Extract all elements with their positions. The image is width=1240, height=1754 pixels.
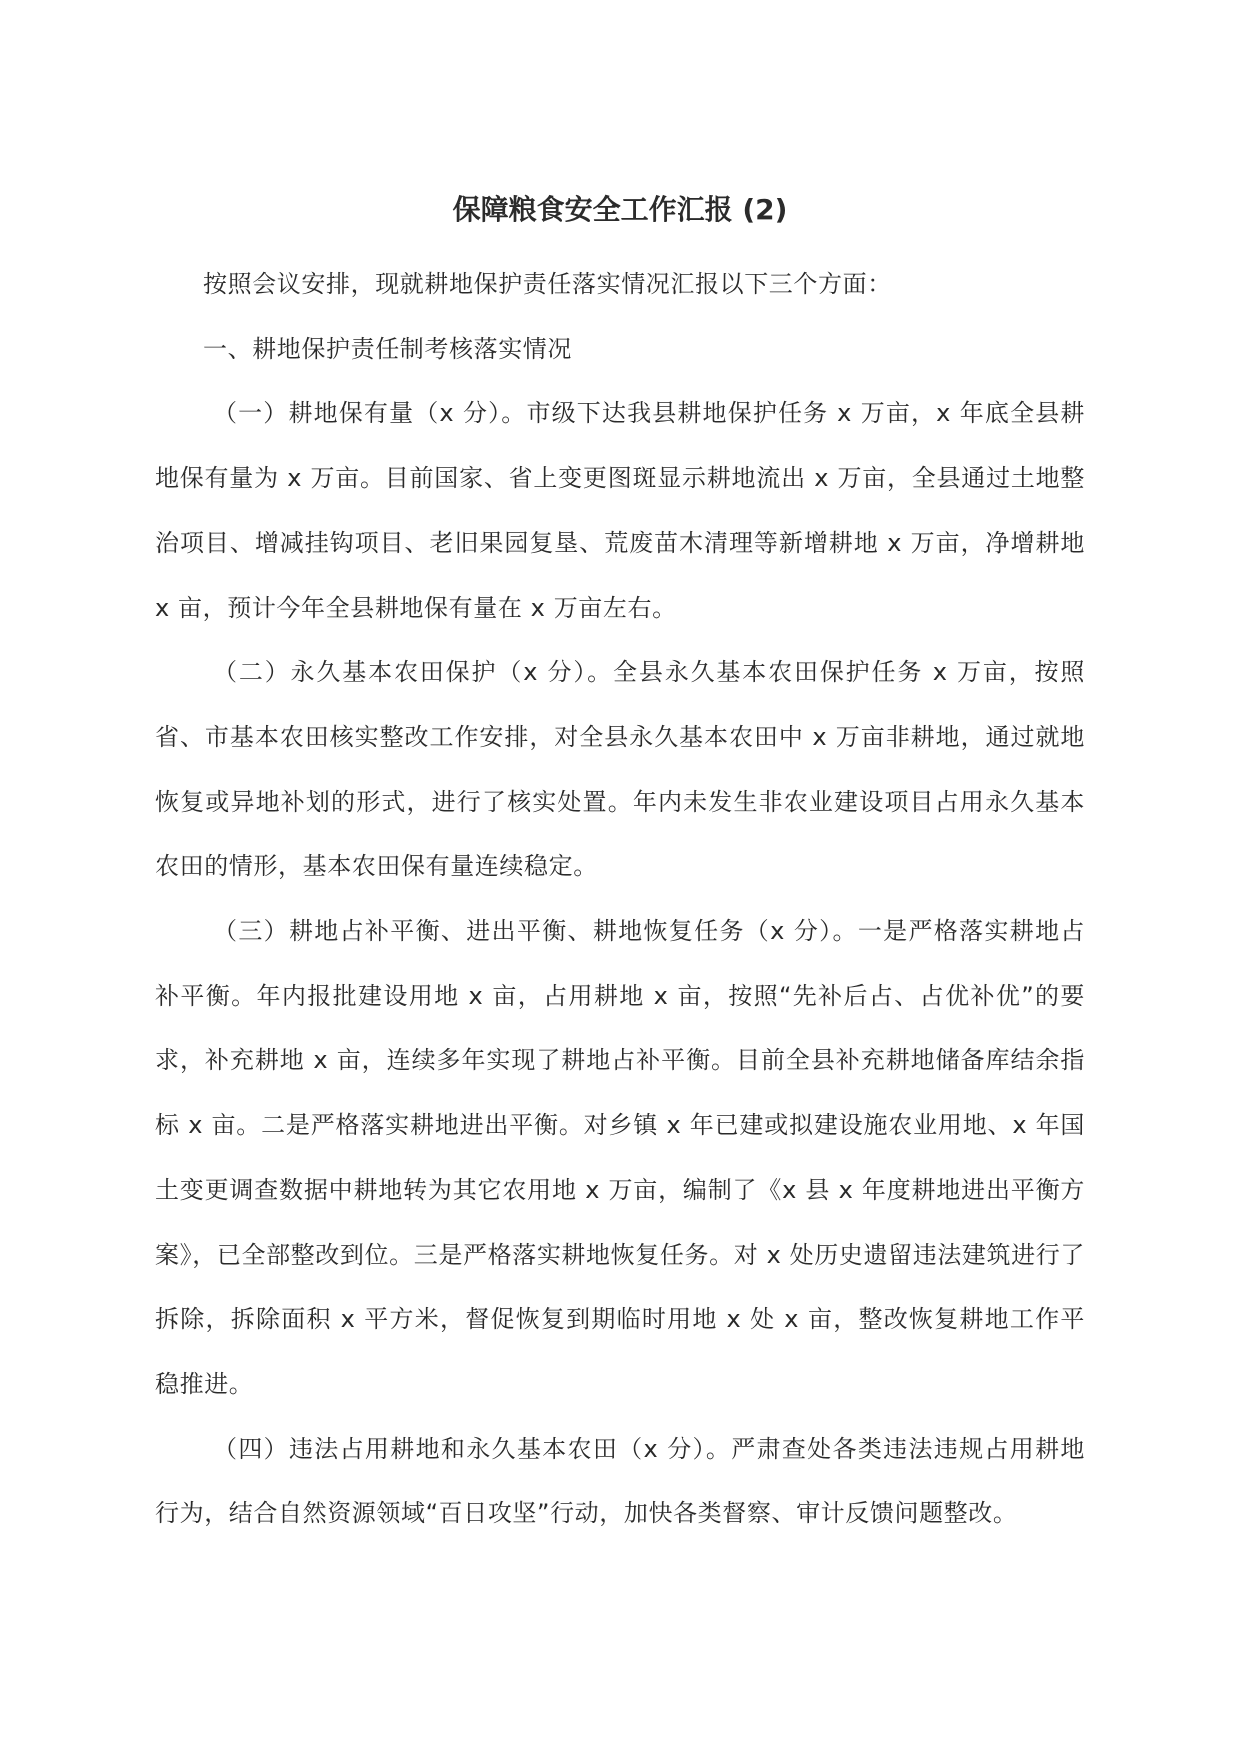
document-title: 保障粮食安全工作汇报 (2) xyxy=(452,193,788,226)
paragraph-permanent-farmland: （二）永久基本农田保护（x 分）。全县永久基本农田保护任务 x 万亩，按照省、市基本农田核实整改工作安排，对全县永久基本农田中 x 万亩非耕地，通过就地恢复或异地补划的形式，进行了核实处置。年内未发生非农业建设项目占用永久基本农田的情形，基本农田保有量连续稳定。 xyxy=(155,658,1085,881)
section-heading: 一、耕地保护责任制考核落实情况 xyxy=(203,334,572,363)
document-body xyxy=(155,252,1085,1546)
paragraph-farmland-quantity: （一）耕地保有量（x 分）。市级下达我县耕地保护任务 x 万亩，x 年底全县耕地保有量为 x 万亩。目前国家、省上变更图斑显示耕地流出 x 万亩，全县通过土地整治项目、增减挂钩项目、老旧果园复垦、荒废苗木清理等新增耕地 x 万亩，净增耕地 x 亩，预计今年全县耕地保有量在 x 万亩左右。 xyxy=(155,399,1085,622)
paragraph-illegal-occupation: （四）违法占用耕地和永久基本农田（x 分）。严肃查处各类违法违规占用耕地行为，结合自然资源领域“百日攻坚”行动，加快各类督察、审计反馈问题整改。 xyxy=(155,1434,1085,1528)
intro-paragraph: 按照会议安排，现就耕地保护责任落实情况汇报以下三个方面： xyxy=(203,270,892,298)
paragraph-balance-tasks: （三）耕地占补平衡、进出平衡、耕地恢复任务（x 分）。一是严格落实耕地占补平衡。年内报批建设用地 x 亩，占用耕地 x 亩，按照“先补后占、占优补优”的要求，补充耕地 x 亩，连续多年实现了耕地占补平衡。目前全县补充耕地储备库结余指标 x 亩。二是严格落实耕地进出平衡。对乡镇 x 年已建或拟建设施农业用地、x 年国土变更调查数据中耕地转为其它农用地 x 万亩，编制了《x 县 x 年度耕地进出平衡方案》，已全部整改到位。三是严格落实耕地恢复任务。对 x 处历史遗留违法建筑进行了拆除，拆除面积 x 平方米，督促恢复到期临时用地 x 处 x 亩，整改恢复耕地工作平稳推进。 xyxy=(155,917,1085,1398)
